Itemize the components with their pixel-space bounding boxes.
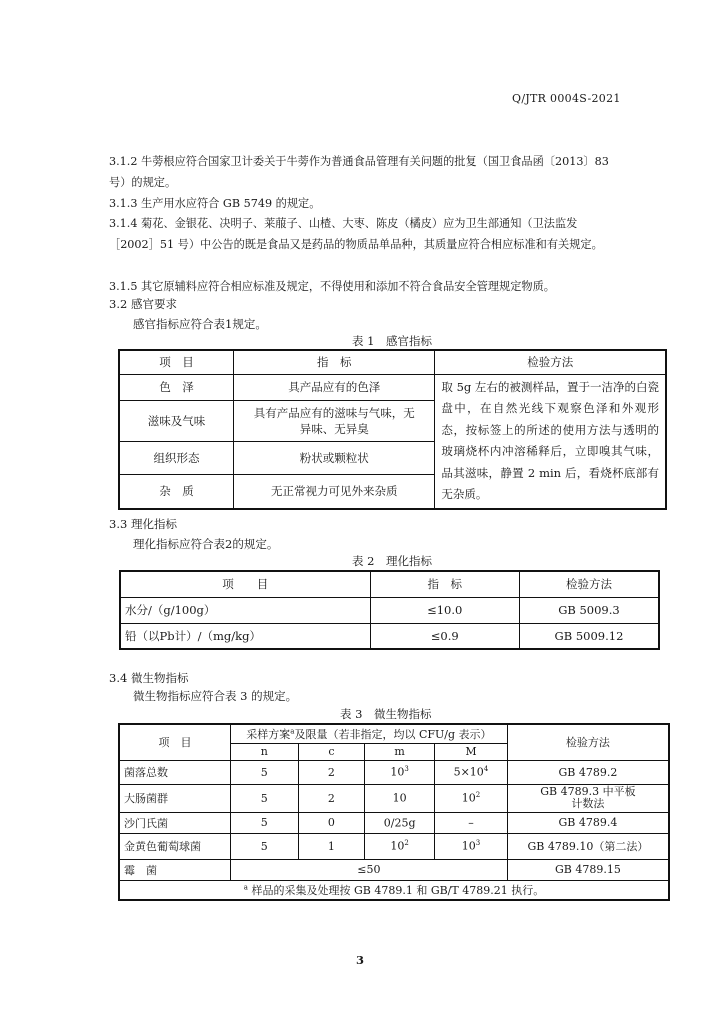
value-exponent: 2 — [404, 839, 409, 848]
table-cell: 无正常视力可见外来杂质 — [234, 475, 435, 509]
table-cell — [435, 833, 508, 859]
value-base: 10 — [390, 839, 405, 853]
plan-label: 采样方案 — [246, 727, 291, 741]
table-cell — [365, 784, 435, 812]
table-cell: 组织形态 — [119, 441, 234, 475]
plan-label-rest: 及限量（若非指定，均以 CFU/g 表示） — [294, 727, 492, 741]
table-cell: 色 泽 — [119, 374, 234, 401]
page-number: 3 — [356, 953, 365, 967]
table-header: 项 目 — [119, 724, 230, 760]
table-cell: 0 — [298, 812, 365, 833]
value-base: 10 — [461, 791, 476, 805]
table-cell — [365, 833, 435, 859]
value-exponent: 3 — [404, 765, 409, 774]
table-cell — [435, 784, 508, 812]
table-cell: 具产品应有的色泽 — [234, 374, 435, 401]
clause-3-1-2: 3.1.2 牛蒡根应符合国家卫计委关于牛蒡作为普通食品管理有关问题的批复（国卫食品函〔2013〕83 号）的规定。 — [109, 155, 609, 189]
value-base: 10 — [461, 839, 476, 853]
value-base: 5×10 — [453, 765, 484, 779]
section-3-3-heading: 3.3 理化指标 — [109, 517, 177, 531]
table-cell: 铅（以Pb计）/（mg/kg） — [120, 623, 370, 649]
table-cell: 5 — [230, 812, 298, 833]
section-3-3-intro: 理化指标应符合表2的规定。 — [133, 537, 279, 551]
microbial-table — [118, 723, 670, 901]
table-cell: 5 — [230, 760, 298, 784]
footnote-mark: a — [243, 883, 248, 892]
clause-3-1-3: 3.1.3 生产用水应符合 GB 5749 的规定。 — [109, 197, 321, 210]
table-footnote — [119, 880, 669, 900]
table-3-caption: 表 3 微生物指标 — [340, 707, 432, 721]
footnote-mark: a — [290, 727, 295, 736]
table-cell: 5 — [230, 833, 298, 859]
table-subheader: n — [230, 743, 298, 760]
table-subheader: m — [365, 743, 435, 760]
sensory-table — [118, 349, 667, 510]
table-cell: 大肠菌群 — [119, 784, 230, 812]
document-code: Q/JTR 0004S-2021 — [512, 92, 621, 105]
footnote-text: 样品的采集及处理按 GB 4789.1 和 GB/T 4789.21 执行。 — [251, 883, 545, 897]
table-cell: 5 — [230, 784, 298, 812]
table-cell: 粉状或颗粒状 — [234, 441, 435, 475]
table-cell: GB 4789.2 — [507, 760, 669, 784]
table-cell: 金黄色葡萄球菌 — [119, 833, 230, 859]
table-cell: 杂 质 — [119, 475, 234, 509]
table-header: 指 标 — [370, 571, 519, 597]
table-cell: 1 — [298, 833, 365, 859]
table-cell: 霉 菌 — [119, 859, 230, 880]
value-base: 0/25g — [383, 816, 416, 830]
section-3-2-intro: 感官指标应符合表1规定。 — [133, 317, 267, 331]
section-3-4-intro: 微生物指标应符合表 3 的规定。 — [133, 689, 298, 703]
table-cell: 滋味及气味 — [119, 401, 234, 441]
table-cell: ≤0.9 — [370, 623, 519, 649]
value-base: 10 — [390, 765, 405, 779]
table-cell: GB 4789.15 — [507, 859, 669, 880]
table-cell: GB 4789.3 中平板计数法 — [507, 784, 669, 812]
table-header: 检验方法 — [519, 571, 659, 597]
value-exponent: 2 — [475, 791, 481, 800]
value-base: 10 — [392, 791, 407, 805]
physicochemical-table — [119, 570, 660, 650]
table-1-caption: 表 1 感官指标 — [352, 334, 432, 348]
value-exponent: 3 — [475, 839, 481, 848]
table-cell — [435, 812, 508, 833]
table-header: 检验方法 — [507, 724, 669, 760]
value-exponent: 4 — [483, 765, 489, 774]
table-cell: 2 — [298, 760, 365, 784]
table-subheader: M — [435, 743, 508, 760]
table-cell — [365, 760, 435, 784]
table-cell: 具有产品应有的滋味与气味，无异味、无异臭 — [234, 401, 435, 441]
table-cell: 菌落总数 — [119, 760, 230, 784]
table-2-caption: 表 2 理化指标 — [352, 554, 432, 568]
table-subheader: c — [298, 743, 365, 760]
table-cell: GB 4789.10（第二法） — [507, 833, 669, 859]
table-cell — [435, 760, 508, 784]
table-header: 项 目 — [119, 350, 234, 374]
clause-3-1-5: 3.1.5 其它原辅料应符合相应标准及规定，不得使用和添加不符合食品安全管理规定物质。 — [109, 280, 555, 293]
table-cell: GB 5009.12 — [519, 623, 659, 649]
table-cell: 沙门氏菌 — [119, 812, 230, 833]
section-3-2-heading: 3.2 感官要求 — [109, 297, 177, 311]
table-header: 指 标 — [234, 350, 435, 374]
table-cell — [365, 812, 435, 833]
clause-3-1-4: 3.1.4 菊花、金银花、决明子、莱菔子、山楂、大枣、陈皮（橘皮）应为卫生部通知（卫法监发［2002］51 号）中公告的既是食品又是药品的物质品单品种，其质量应符合相应标准和有关规定。 — [109, 217, 603, 251]
sensory-method-cell: 取 5g 左右的被测样品，置于一洁净的白瓷盘中，在自然光线下观察色泽和外观形态，按标签上的所述的使用方法与透明的玻璃烧杯内冲溶稀释后，立即嗅其气味，品其滋味，静置 2 min 后，看烧杯底部有无杂质。 — [435, 374, 666, 509]
section-3-4-heading: 3.4 微生物指标 — [109, 671, 189, 685]
table-cell: 2 — [298, 784, 365, 812]
table-header — [230, 724, 507, 743]
table-header: 检验方法 — [435, 350, 666, 374]
table-header: 项 目 — [120, 571, 370, 597]
table-cell: 水分/（g/100g） — [120, 597, 370, 623]
value-base: – — [468, 816, 474, 830]
table-cell: GB 4789.4 — [507, 812, 669, 833]
table-cell: GB 5009.3 — [519, 597, 659, 623]
table-cell: ≤10.0 — [370, 597, 519, 623]
table-cell: ≤50 — [230, 859, 507, 880]
